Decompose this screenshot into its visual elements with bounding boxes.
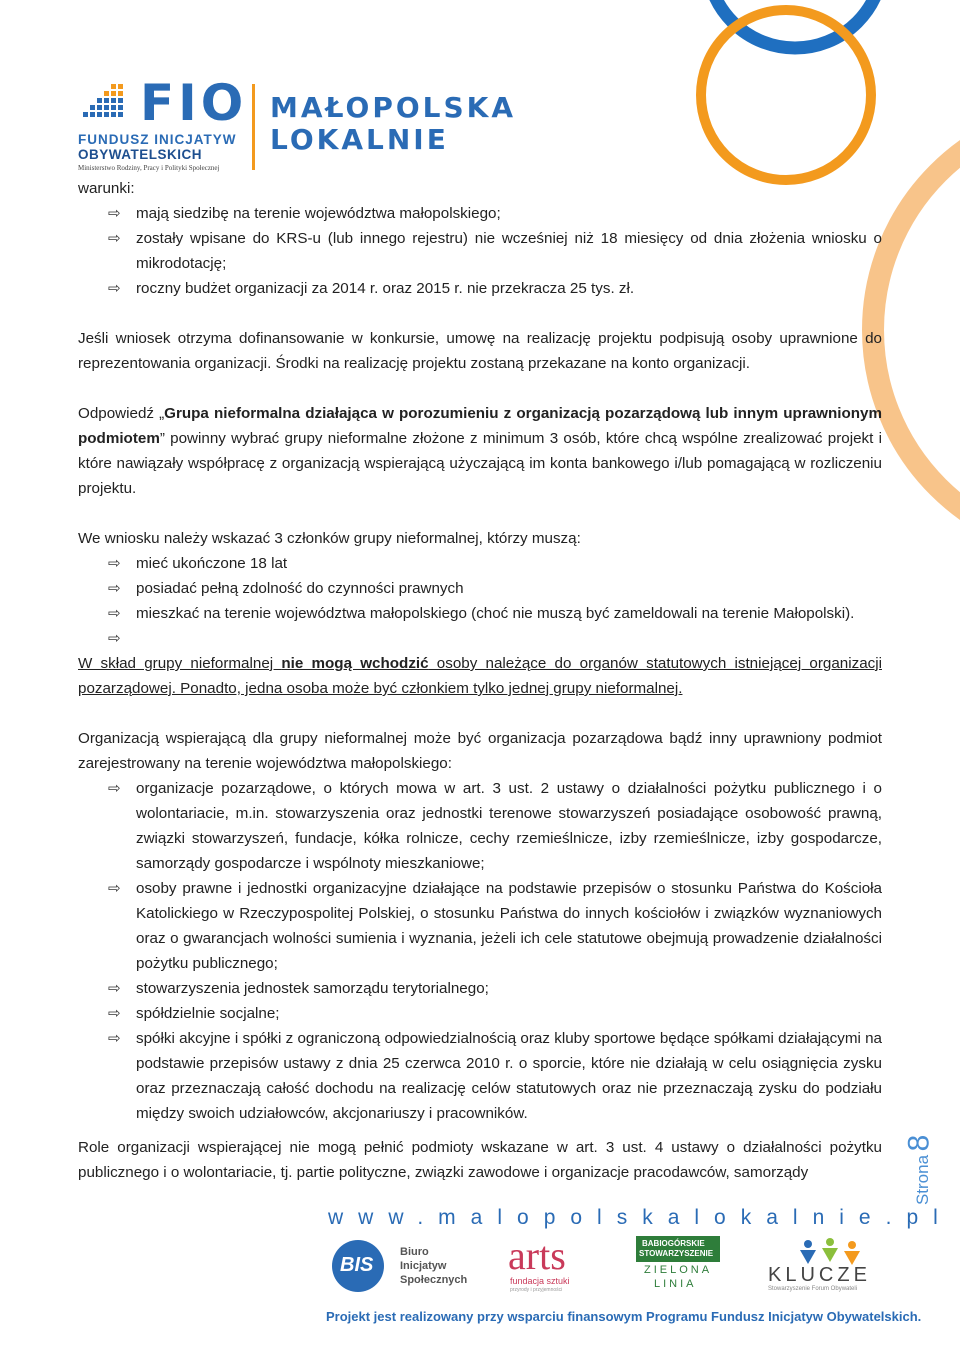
bsz-line-4: LINIA	[654, 1278, 697, 1290]
fio-subtitle-2: OBYWATELSKICH	[78, 147, 202, 162]
page-number: 8	[902, 1134, 936, 1152]
arrow-right-icon: ⇨	[108, 205, 121, 222]
brand-logo	[270, 92, 516, 156]
people-icon	[768, 1236, 886, 1266]
list-item-empty	[78, 626, 882, 651]
arrow-right-icon: ⇨	[108, 580, 121, 597]
dots-icon	[78, 80, 126, 128]
arts-sub-2: przyrody i przyjemności	[510, 1287, 563, 1293]
list-item: ⇨ organizacje pozarządowe, o których mowa w art. 3 ust. 2 ustawy o działalności pożytku publicznego i o wolontariacie, m.in. stowarzyszenia oraz jednostki terenowe stowarzyszeń posiadające osobowość prawną, związki stowarzyszeń, fundacje, kółka rolnicze, cechy rzemieślnicze, izby rzemieślnicze, izby gospodarcze, samorządy gospodarcze i wspólnoty mieszkaniowe;	[78, 776, 882, 876]
bis-logo	[328, 1238, 468, 1296]
list-item: ⇨ mieszkać na terenie województwa małopolskiego (choć nie muszą być zameldowali na terenie Małopolski).	[78, 601, 882, 626]
fio-title: FIO	[140, 74, 248, 132]
brand-line-1: MAŁOPOLSKA	[270, 91, 517, 124]
list-item: ⇨ mają siedzibę na terenie województwa małopolskiego;	[78, 201, 882, 226]
bis-line-1: Biuro	[400, 1246, 429, 1258]
paragraph-members: We wniosku należy wskazać 3 członków grupy nieformalnej, którzy muszą:	[78, 530, 581, 547]
list-item: ⇨ stowarzyszenia jednostek samorządu terytorialnego;	[78, 976, 882, 1001]
arrow-right-icon: ⇨	[108, 230, 121, 247]
fio-logo	[78, 74, 248, 175]
arts-logo	[508, 1233, 588, 1296]
bsz-line-2: STOWARZYSZENIE	[639, 1249, 714, 1258]
arrow-right-icon: ⇨	[108, 555, 121, 572]
list-item: ⇨ zostały wpisane do KRS-u (lub innego rejestru) nie wcześniej niż 18 miesięcy od dnia złożenia wniosku o mikrodotację;	[78, 226, 882, 276]
list-item: ⇨ mieć ukończone 18 lat	[78, 551, 882, 576]
footer-website-link[interactable]: www.malopolskalokalnie.pl	[328, 1206, 953, 1229]
bsz-line-3: ZIELONA	[644, 1264, 713, 1276]
klucze-logo	[768, 1236, 886, 1296]
paragraph-supporting-org: Organizacją wspierającą dla grupy nieformalnej może być organizacja pozarządowa bądź inny uprawniony podmiot zarejestrowany na terenie województwa małopolskiego:	[78, 730, 882, 772]
klucze-sub: Stowarzyszenie Forum Obywateli	[768, 1286, 858, 1292]
page-word: Strona	[913, 1154, 932, 1206]
brand-line-2: LOKALNIE	[270, 123, 449, 156]
fio-subtitle-1: FUNDUSZ INICJATYW	[78, 132, 237, 147]
arrow-right-icon: ⇨	[108, 1030, 121, 1047]
klucze-word: KLUCZE	[768, 1264, 871, 1286]
arrow-right-icon: ⇨	[108, 980, 121, 997]
arrow-right-icon: ⇨	[108, 780, 121, 797]
arrow-right-icon: ⇨	[108, 1005, 121, 1022]
partner-logos	[328, 1233, 888, 1298]
paragraph-excluded-entities: Role organizacji wspierającej nie mogą pełnić podmioty wskazane w art. 3 ust. 4 ustawy o działalności pożytku publicznego i o wolontariacie, tj. partie polityczne, związki zawodowe i organizacje pracodawców, samorządy	[78, 1139, 882, 1181]
ring-light-orange	[873, 108, 960, 552]
arrow-right-icon: ⇨	[108, 880, 121, 897]
conditions-list	[78, 201, 882, 301]
list-item: ⇨ spółdzielnie socjalne;	[78, 1001, 882, 1026]
bis-line-3: Społecznych	[400, 1274, 468, 1286]
arrow-right-icon: ⇨	[108, 630, 121, 647]
logo-divider	[252, 84, 255, 170]
document-body	[78, 176, 882, 1185]
bis-abbr: BIS	[340, 1254, 374, 1276]
bsz-line-1: BABIOGÓRSKIE	[642, 1239, 705, 1248]
footer-funding-note: Projekt jest realizowany przy wsparciu finansowym Programu Fundusz Inicjatyw Obywatelskich.	[326, 1309, 922, 1324]
arts-word: arts	[508, 1233, 566, 1278]
bis-line-2: Inicjatyw	[400, 1260, 447, 1272]
list-item: ⇨ spółki akcyjne i spółki z ograniczoną odpowiedzialnością oraz kluby sportowe będące spółkami działającymi na podstawie przepisów ustawy z dnia 25 czerwca 2010 r. o sporcie, które nie działają w celu osiągnięcia zysku oraz przeznaczają całość dochodu na realizację celów statutowych oraz nie przeznaczają zysku do podziału między swoich udziałowców, akcjonariuszy i pracowników.	[78, 1026, 882, 1126]
babiogorskie-logo	[636, 1236, 720, 1294]
paragraph-funding: Jeśli wniosek otrzyma dofinansowanie w konkursie, umowę na realizację projektu podpisują osoby uprawnione do reprezentowania organizacji. Środki na realizację projektu zostaną przekazane na konto organizacji.	[78, 330, 882, 372]
list-item: ⇨ osoby prawne i jednostki organizacyjne działające na podstawie przepisów o stosunku Państwa do Kościoła Katolickiego w Rzeczypospolitej Polskiej, o stosunku Państwa do innych kościołów i związków wyznaniowych oraz o gwarancjach wolności sumienia i wyznania, jeżeli ich cele statutowe obejmują prowadzenie działalności pożytku publicznego;	[78, 876, 882, 976]
members-list	[78, 551, 882, 651]
list-item: ⇨ posiadać pełną zdolność do czynności prawnych	[78, 576, 882, 601]
arrow-right-icon: ⇨	[108, 605, 121, 622]
paragraph-informal-group: Odpowiedź „Grupa nieformalna działająca w porozumieniu z organizacją pozarządową lub innym uprawnionym podmiotem” powinny wybrać grupy nieformalne złożone z minimum 3 osób, które chcą wspólne zrealizować projekt i które nawiązały współpracę z organizacją wspierającą użyczającą im konta bankowego i/lub pomagającą w rozliczeniu projektu.	[78, 405, 882, 497]
supporting-org-list	[78, 776, 882, 1126]
conditions-label: warunki:	[78, 180, 135, 197]
paragraph-exclusion: W skład grupy nieformalnej nie mogą wchodzić osoby należące do organów statutowych istniejącej organizacji pozarządowej. Ponadto, jedna osoba może być członkiem tylko jednej grupy nieformalnej.	[78, 655, 882, 697]
ring-orange	[701, 10, 871, 180]
fio-ministry: Ministerstwo Rodziny, Pracy i Polityki Społecznej	[78, 164, 220, 172]
arts-sub: fundacja sztuki	[510, 1276, 570, 1286]
arrow-right-icon: ⇨	[108, 280, 121, 297]
list-item: ⇨ roczny budżet organizacji za 2014 r. oraz 2015 r. nie przekracza 25 tys. zł.	[78, 276, 882, 301]
